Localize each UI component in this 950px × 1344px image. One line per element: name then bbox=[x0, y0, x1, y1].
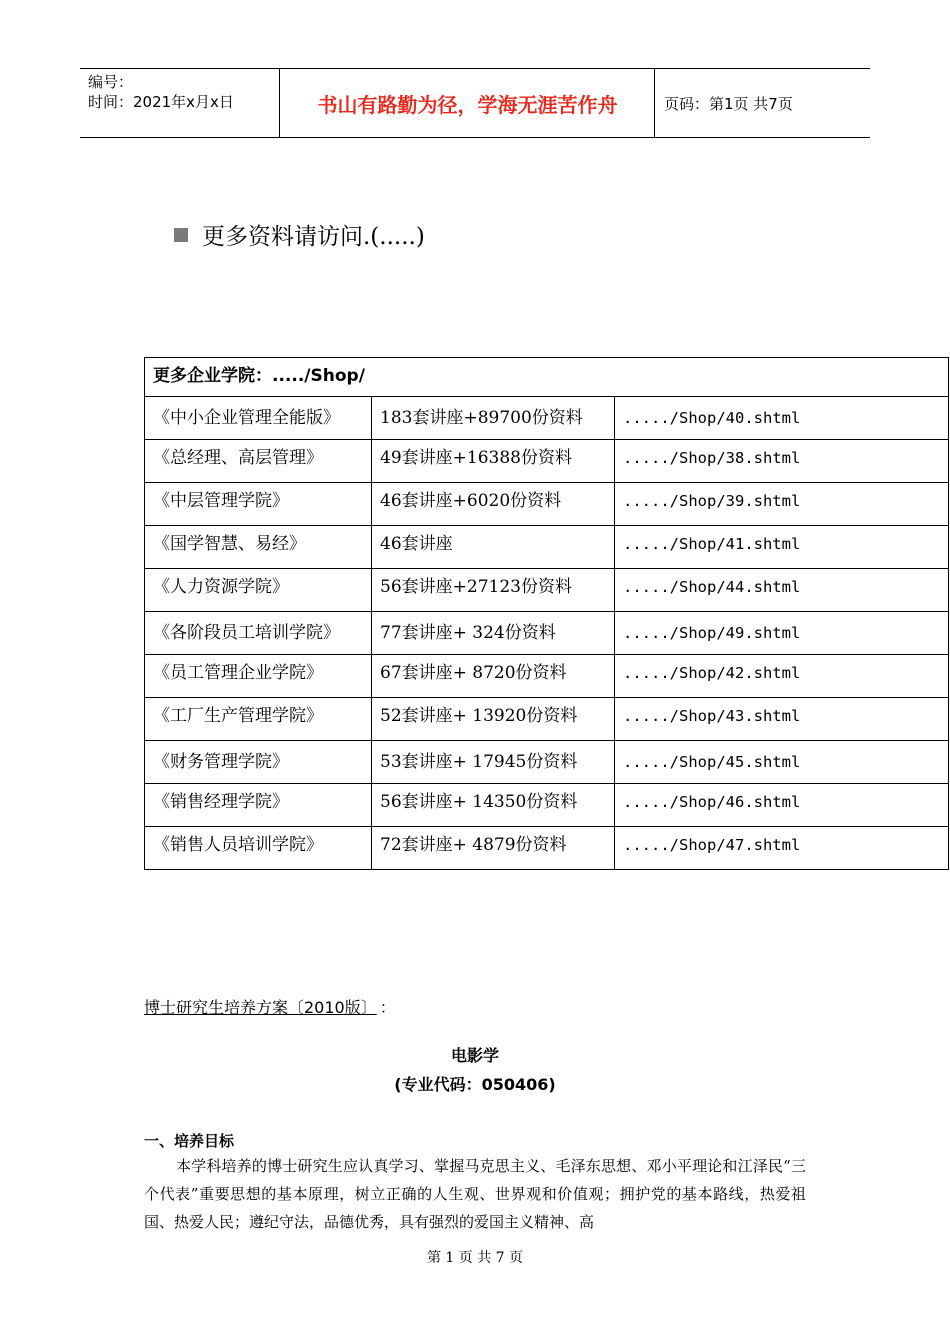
course-name: 《工厂生产管理学院》 bbox=[145, 698, 372, 741]
subject-code: (专业代码：050406) bbox=[394, 1075, 556, 1094]
course-desc: 46套讲座 bbox=[372, 526, 615, 569]
course-url[interactable]: ...../Shop/46.shtml bbox=[615, 784, 949, 827]
course-table bbox=[144, 357, 949, 870]
course-name: 《总经理、高层管理》 bbox=[145, 440, 372, 483]
document-time: 时间：2021年x月x日 bbox=[88, 93, 234, 111]
course-desc: 67套讲座+ 8720份资料 bbox=[372, 655, 615, 698]
header-meta bbox=[80, 69, 280, 137]
plan-title: 博士研究生培养方案〔2010版〕 ： bbox=[144, 998, 396, 1017]
course-name: 《各阶段员工培训学院》 bbox=[145, 612, 372, 655]
course-url[interactable]: ...../Shop/45.shtml bbox=[615, 741, 949, 784]
more-info bbox=[174, 218, 425, 251]
course-name: 《人力资源学院》 bbox=[145, 569, 372, 612]
table-row bbox=[145, 655, 949, 698]
course-desc: 56套讲座+27123份资料 bbox=[372, 569, 615, 612]
section-paragraph: 本学科培养的博士研究生应认真学习、掌握马克思主义、毛泽东思想、邓小平理论和江泽民“三个代表”重要思想的基本原理，树立正确的人生观、世界观和价值观；拥护党的基本路线，热爱祖国、热爱人民；遵纪守法，品德优秀，具有强烈的爱国主义精神、高 bbox=[144, 1157, 806, 1231]
course-name: 《中层管理学院》 bbox=[145, 483, 372, 526]
course-desc: 49套讲座+16388份资料 bbox=[372, 440, 615, 483]
course-url[interactable]: ...../Shop/47.shtml bbox=[615, 827, 949, 870]
table-row bbox=[145, 827, 949, 870]
course-url[interactable]: ...../Shop/43.shtml bbox=[615, 698, 949, 741]
table-row bbox=[145, 483, 949, 526]
table-row bbox=[145, 612, 949, 655]
course-url[interactable]: ...../Shop/41.shtml bbox=[615, 526, 949, 569]
course-name: 《销售经理学院》 bbox=[145, 784, 372, 827]
header-page-info: 页码：第1页 共7页 bbox=[664, 94, 793, 113]
table-row bbox=[145, 397, 949, 440]
course-url[interactable]: ...../Shop/49.shtml bbox=[615, 612, 949, 655]
table-row bbox=[145, 440, 949, 483]
course-desc: 53套讲座+ 17945份资料 bbox=[372, 741, 615, 784]
course-desc: 52套讲座+ 13920份资料 bbox=[372, 698, 615, 741]
table-row bbox=[145, 784, 949, 827]
course-url[interactable]: ...../Shop/44.shtml bbox=[615, 569, 949, 612]
course-name: 《员工管理企业学院》 bbox=[145, 655, 372, 698]
table-row bbox=[145, 698, 949, 741]
course-desc: 46套讲座+6020份资料 bbox=[372, 483, 615, 526]
course-name: 《财务管理学院》 bbox=[145, 741, 372, 784]
subject-title: 电影学 bbox=[450, 1046, 499, 1065]
square-bullet-icon bbox=[174, 228, 188, 242]
course-desc: 72套讲座+ 4879份资料 bbox=[372, 827, 615, 870]
course-url[interactable]: ...../Shop/42.shtml bbox=[615, 655, 949, 698]
course-name: 《中小企业管理全能版》 bbox=[145, 397, 372, 440]
course-name: 《国学智慧、易经》 bbox=[145, 526, 372, 569]
course-desc: 183套讲座+89700份资料 bbox=[372, 397, 615, 440]
course-url[interactable]: ...../Shop/39.shtml bbox=[615, 483, 949, 526]
table-header: 更多企业学院：...../Shop/ bbox=[145, 358, 949, 397]
course-url[interactable]: ...../Shop/38.shtml bbox=[615, 440, 949, 483]
table-row bbox=[145, 526, 949, 569]
course-desc: 56套讲座+ 14350份资料 bbox=[372, 784, 615, 827]
table-row bbox=[145, 741, 949, 784]
header-motto: 书山有路勤为径，学海无涯苦作舟 bbox=[281, 69, 655, 137]
more-info-text: 更多资料请访问.(.....) bbox=[202, 224, 425, 250]
section-heading: 一、培养目标 bbox=[144, 1132, 235, 1150]
course-name: 《销售人员培训学院》 bbox=[145, 827, 372, 870]
page-header bbox=[80, 68, 870, 138]
page-footer: 第 1 页 共 7 页 bbox=[426, 1250, 524, 1266]
course-desc: 77套讲座+ 324份资料 bbox=[372, 612, 615, 655]
document-number: 编号： bbox=[88, 73, 134, 91]
course-url[interactable]: ...../Shop/40.shtml bbox=[615, 397, 949, 440]
table-row bbox=[145, 569, 949, 612]
